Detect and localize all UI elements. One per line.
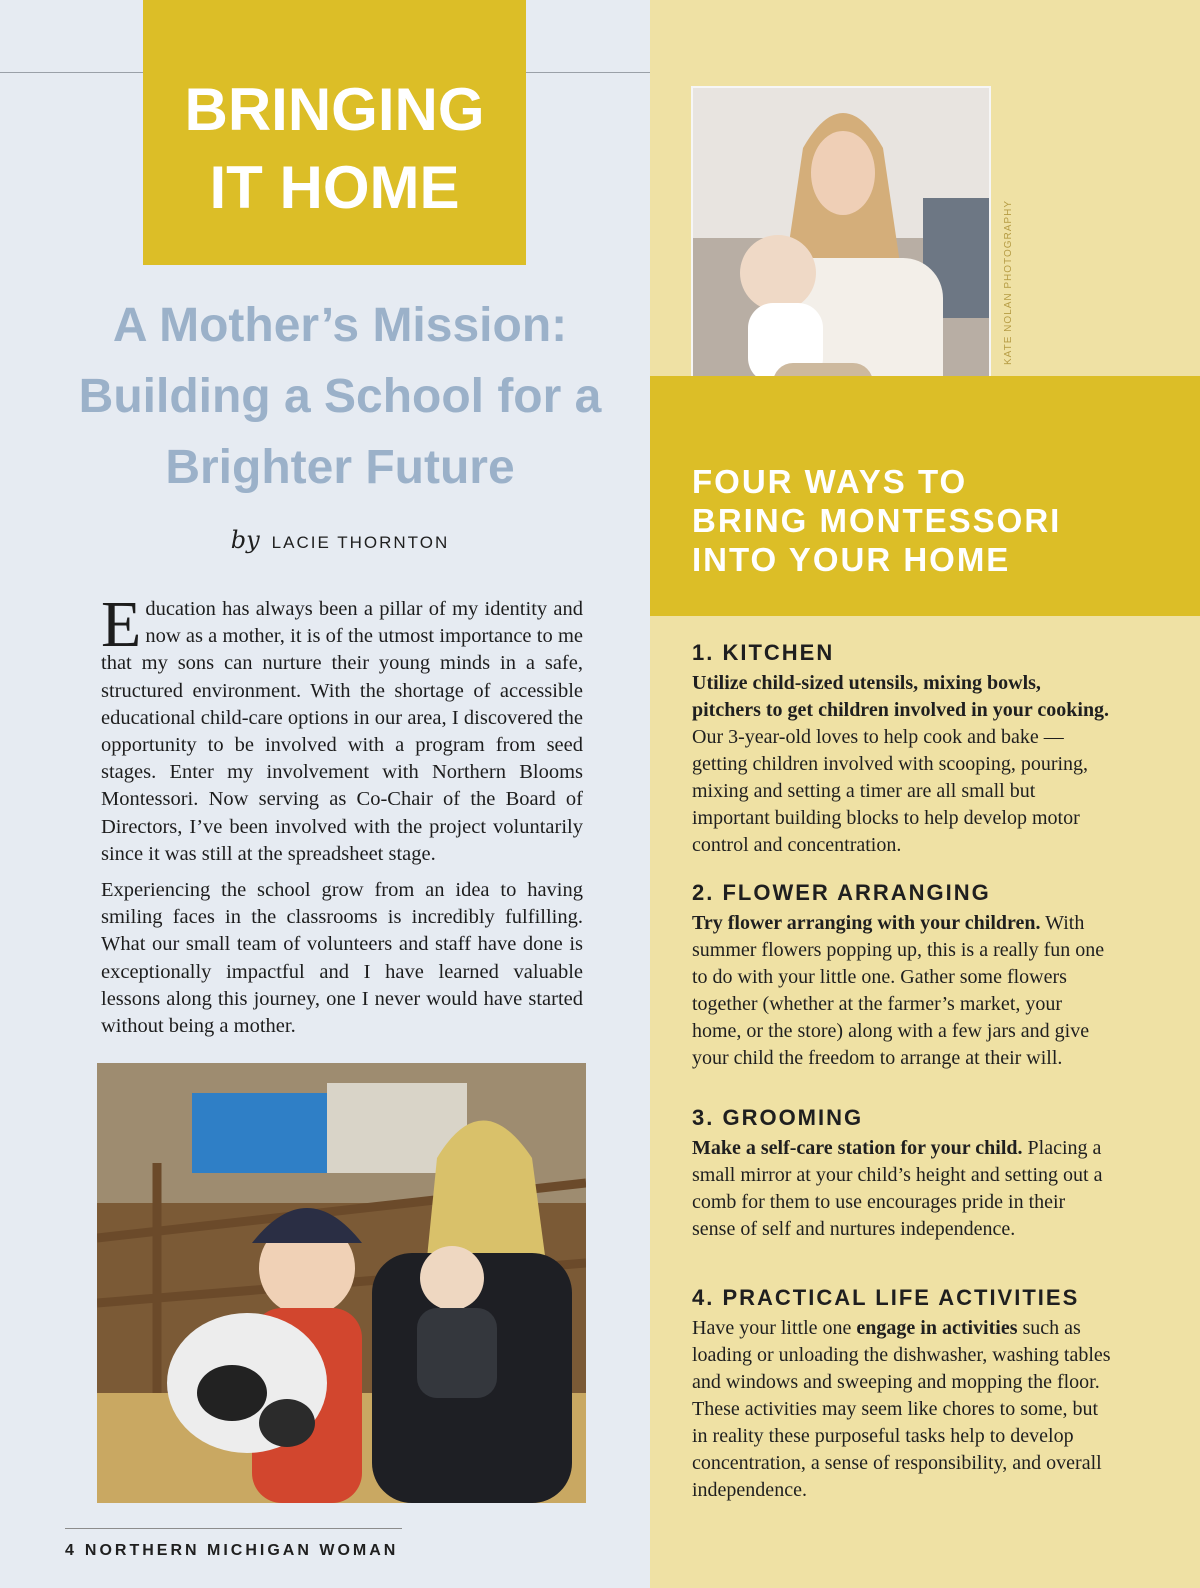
sidebar-title-line3: INTO YOUR HOME — [692, 541, 1011, 578]
sidebar-title-line2: BRING MONTESSORI — [692, 502, 1062, 539]
tip-body — [692, 910, 1112, 1072]
page-footer — [65, 1542, 398, 1560]
tip-body — [692, 1135, 1112, 1243]
tip-kitchen — [692, 640, 1112, 859]
tip-text: such as loading or unloading the dishwasher, washing tables and windows and sweeping and mopping the floor. These activities may seem like chores to some, but in reality these purposeful tasks help to develop concentration, a sense of responsibility, and overall independence. — [692, 1317, 1111, 1501]
publication-name: NORTHERN MICHIGAN WOMAN — [84, 1542, 399, 1559]
section-title-line2: IT HOME — [209, 153, 460, 221]
tip-heading: 1. KITCHEN — [692, 640, 835, 665]
section-title-line1: BRINGING — [184, 75, 485, 143]
byline-prefix: by — [230, 526, 260, 554]
article-headline — [40, 290, 640, 503]
byline — [0, 526, 680, 554]
tip-text: Our 3-year-old loves to help cook and bake — getting children involved with scooping, pouring, mixing and setting a timer are all small but important building blocks to help develop motor control and concentration. — [692, 726, 1089, 856]
headline-line2: Building a School for a — [78, 370, 602, 423]
tip-lead: engage in activities — [856, 1317, 1018, 1339]
page-number: 4 — [65, 1542, 77, 1559]
tip-heading: 2. FLOWER ARRANGING — [692, 880, 991, 905]
headline-line1: A Mother’s Mission: — [112, 299, 568, 352]
family-photo — [97, 1063, 586, 1503]
headline-line3: Brighter Future — [165, 441, 515, 494]
paragraph-1-text: ducation has always been a pillar of my identity and now as a mother, it is of the utmost importance to me that my sons can nurture their young minds in a safe, structured environment. With the shortage of accessible educational child-care options in our area, I discovered the opportunity to be involved with a program from seed stages. Enter my involvement with Northern Blooms Montessori. Now serving as Co-Chair of the Board of Directors, I’ve been involved with the project voluntarily since it was still at the spreadsheet stage. — [101, 598, 583, 865]
tip-body — [692, 670, 1112, 859]
sidebar-title — [692, 462, 1172, 579]
tip-text: With summer flowers popping up, this is a really fun one to do with your little one. Gather some flowers together (whether at the farmer’s market, your home, or the store) along with a few jars and give your child the freedom to arrange at their will. — [692, 912, 1105, 1069]
article-body — [101, 588, 583, 1049]
tip-flower-arranging — [692, 880, 1112, 1072]
tip-lead: Make a self-care station for your child. — [692, 1137, 1023, 1159]
drop-cap: E — [101, 588, 142, 661]
author-name: LACIE THORNTON — [271, 533, 450, 552]
sidebar-title-line1: FOUR WAYS TO — [692, 463, 968, 500]
tip-heading: 4. PRACTICAL LIFE ACTIVITIES — [692, 1285, 1080, 1310]
tip-text-before: Have your little one — [692, 1317, 857, 1339]
mother-baby-portrait — [691, 86, 991, 425]
paragraph-2: Experiencing the school grow from an idea to having smiling faces in the classrooms is incredibly fulfilling. What our small team of volunteers and staff have done is exceptionally impactful and I have learned valuable lessons along this journey, one I never would have started without being a mother. — [101, 879, 583, 1038]
section-title-box — [143, 0, 526, 265]
tip-grooming — [692, 1105, 1112, 1243]
footer-rule — [65, 1528, 402, 1529]
tip-body — [692, 1315, 1112, 1504]
tip-text: Placing a small mirror at your child’s height and setting out a comb for them to use encourages pride in their sense of self and nurtures independence. — [692, 1137, 1103, 1240]
tip-lead: Utilize child-sized utensils, mixing bowls, pitchers to get children involved in your cooking. — [692, 672, 1110, 721]
tip-practical-life — [692, 1285, 1112, 1504]
photo-credit: KATE NOLAN PHOTOGRAPHY — [1003, 200, 1014, 365]
tip-heading: 3. GROOMING — [692, 1105, 864, 1130]
tip-lead: Try flower arranging with your children. — [692, 912, 1041, 934]
paragraph-1 — [101, 588, 583, 868]
